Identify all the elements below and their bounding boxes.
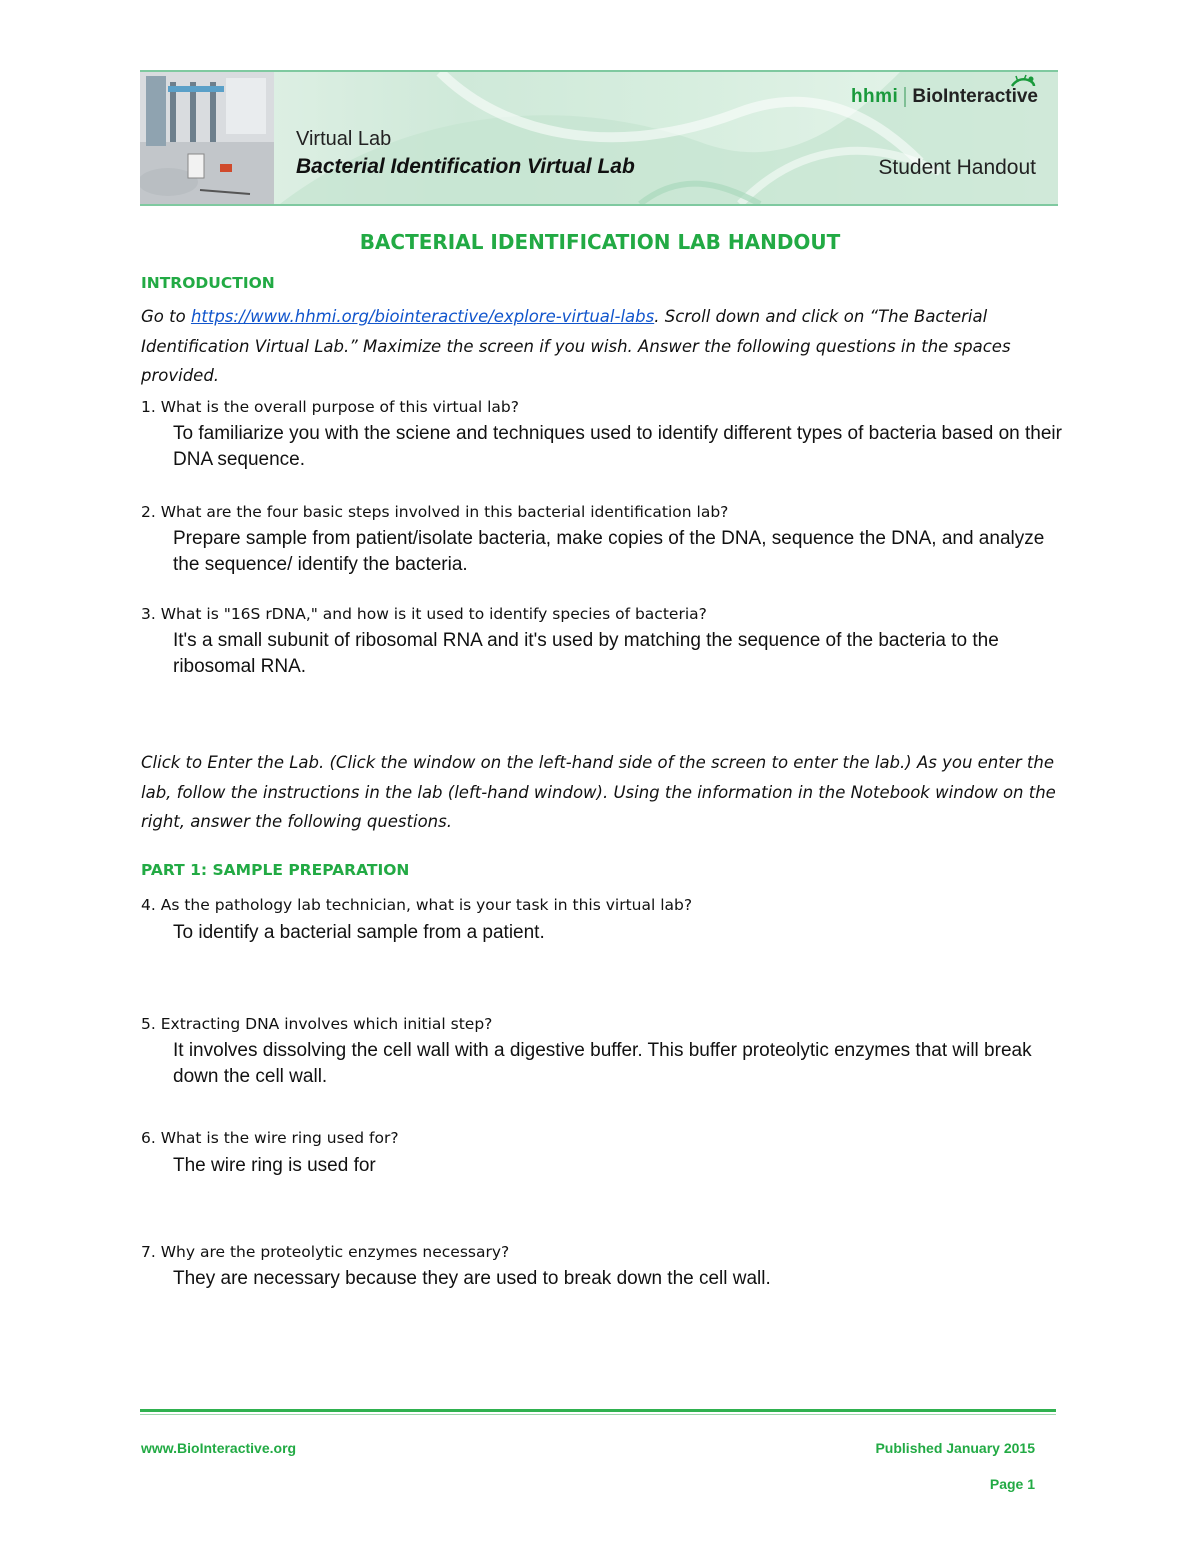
introduction-heading: INTRODUCTION: [141, 274, 275, 292]
question-text: What is the overall purpose of this virtual lab?: [160, 398, 519, 416]
question-text: Why are the proteolytic enzymes necessary?: [160, 1243, 510, 1261]
question-number: 6.: [141, 1129, 156, 1147]
question-7: [141, 1243, 509, 1261]
question-text: What is "16S rDNA," and how is it used to identify species of bacteria?: [160, 605, 707, 623]
question-4: [141, 896, 692, 914]
lab-equipment-image: [140, 72, 274, 204]
lab-instructions-paragraph: Click to Enter the Lab. (Click the window on the left-hand side of the screen to enter the lab.) As you enter the lab, follow the instructions in the lab (left-hand window). Using the information in the Notebook window on the right, answer the following questions.: [141, 753, 1056, 831]
document-title: BACTERIAL IDENTIFICATION LAB HANDOUT: [359, 230, 841, 254]
question-6: [141, 1129, 399, 1147]
question-number: 3.: [141, 605, 156, 623]
question-number: 4.: [141, 896, 156, 914]
question-number: 2.: [141, 503, 156, 521]
gecko-icon: [1010, 74, 1036, 92]
answer-7: They are necessary because they are used to break down the cell wall.: [173, 1268, 771, 1289]
question-5: [141, 1015, 492, 1033]
question-number: 7.: [141, 1243, 156, 1261]
question-number: 1.: [141, 398, 156, 416]
answer-3: It's a small subunit of ribosomal RNA and it's used by matching the sequence of the bacteria to the ribosomal RNA.: [173, 630, 999, 677]
logo-divider: [904, 87, 906, 107]
question-text: What are the four basic steps involved in this bacterial identification lab?: [160, 503, 729, 521]
footer-divider: [140, 1409, 1056, 1412]
footer-published-date: Published January 2015: [875, 1440, 1035, 1456]
intro-prefix: Go to: [141, 307, 191, 326]
question-number: 5.: [141, 1015, 156, 1033]
question-3: [141, 605, 707, 623]
question-2: [141, 503, 728, 521]
header-banner: [140, 70, 1058, 206]
answer-4: To identify a bacterial sample from a patient.: [173, 922, 545, 943]
question-1: [141, 398, 519, 416]
banner-subtitle: Virtual Lab: [296, 128, 392, 150]
question-text: As the pathology lab technician, what is your task in this virtual lab?: [160, 896, 693, 914]
footer-website-link[interactable]: www.BioInteractive.org: [141, 1440, 297, 1456]
question-text: Extracting DNA involves which initial step?: [160, 1015, 493, 1033]
intro-suffix: . Scroll down and click on “The Bacterial Identification Virtual Lab.” Maximize the screen if you wish. Answer the following questions in the spaces provided.: [141, 307, 1011, 385]
answer-2: Prepare sample from patient/isolate bacteria, make copies of the DNA, sequence the DNA, and analyze the sequence/ identify the bacteria.: [173, 528, 1045, 575]
virtual-labs-link[interactable]: https://www.hhmi.org/biointeractive/explore-virtual-labs: [190, 307, 655, 326]
banner-handout-label: Student Handout: [878, 156, 1036, 179]
banner-title: Bacterial Identification Virtual Lab: [296, 155, 635, 178]
part1-heading: PART 1: SAMPLE PREPARATION: [141, 861, 410, 879]
footer-page-number: Page 1: [989, 1476, 1035, 1492]
logo-biointeractive-text: BioInteractive: [912, 86, 1038, 107]
answer-6: The wire ring is used for: [173, 1155, 376, 1176]
answer-1: To familiarize you with the sciene and techniques used to identify different types of bacteria based on their DNA sequence.: [173, 423, 1062, 470]
question-text: What is the wire ring used for?: [160, 1129, 399, 1147]
logo-hhmi-text: hhmi: [850, 86, 899, 107]
answer-5: It involves dissolving the cell wall with a digestive buffer. This buffer proteolytic enzymes that will break down the cell wall.: [173, 1040, 1032, 1087]
introduction-paragraph: [141, 302, 1061, 391]
footer-divider-thin: [140, 1414, 1056, 1415]
